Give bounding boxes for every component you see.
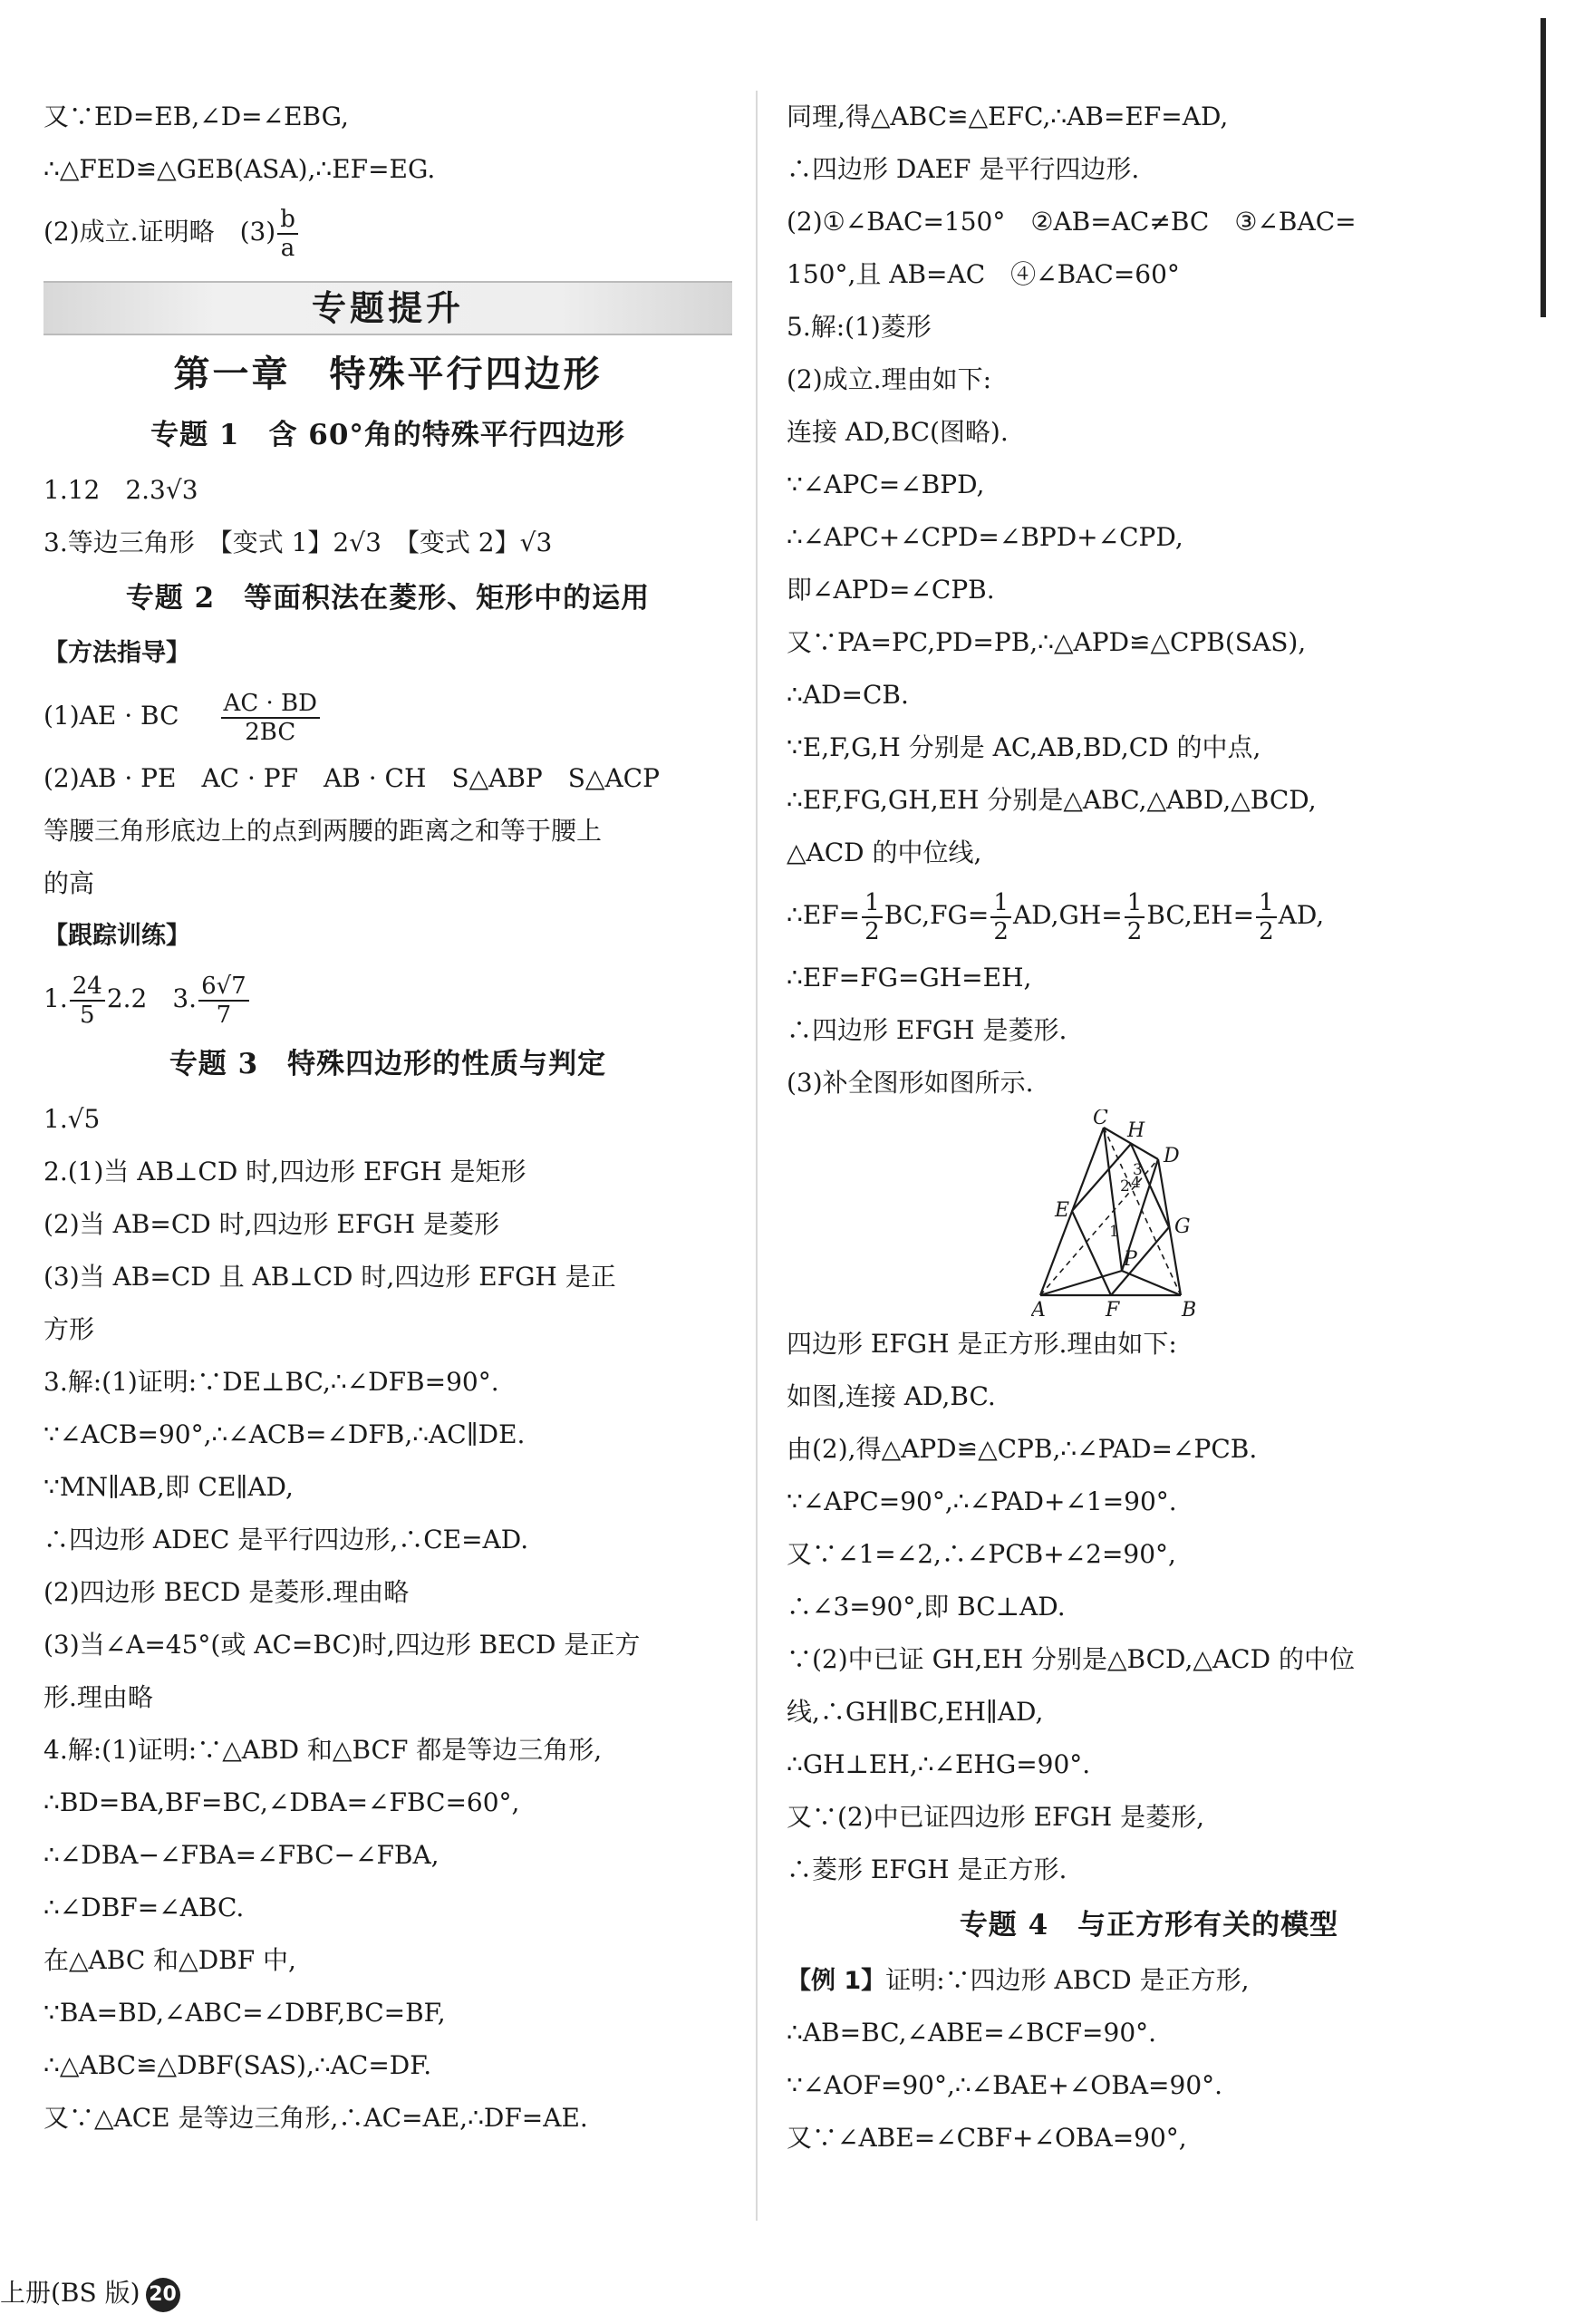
text-line: 又∵(2)中已证四边形 EFGH 是菱形,	[787, 1802, 1205, 1832]
geometry-figure	[787, 1109, 1512, 1318]
text-line: 3.解:(1)证明:∵DE⊥BC,∴∠DFB=90°.	[43, 1367, 499, 1397]
topic-heading: 专题 1 含 60°角的特殊平行四边形	[150, 419, 625, 451]
label-B: B	[1182, 1299, 1197, 1318]
page-footer	[0, 2273, 180, 2312]
text-line: 形.理由略	[43, 1682, 153, 1712]
text-line: ∵(2)中已证 GH,EH 分别是△BCD,△ACD 的中位	[787, 1644, 1355, 1674]
fraction	[221, 690, 320, 746]
text-line: 线,∴GH∥BC,EH∥AD,	[787, 1697, 1044, 1727]
text-line: ∴∠APC+∠CPD=∠BPD+∠CPD,	[787, 522, 1183, 552]
text-line: 又∵△ACE 是等边三角形,∴AC=AE,∴DF=AE.	[43, 2103, 588, 2133]
text-line: ∴四边形 EFGH 是菱形.	[787, 1015, 1067, 1045]
fraction-numerator: 1	[1125, 889, 1145, 918]
segment-FE	[1072, 1211, 1111, 1295]
text-segment: (1)AE · BC	[43, 701, 179, 731]
fraction-half	[990, 889, 1011, 945]
fraction-denominator: 2	[864, 917, 880, 945]
text-line-fraction	[43, 196, 732, 268]
fraction-half	[1256, 889, 1277, 945]
text-line: 1.12 2.3√3	[43, 475, 198, 505]
fraction-denominator: 7	[216, 1001, 232, 1029]
text-line: ∵∠AOF=90°,∴∠BAE+∠OBA=90°.	[787, 2070, 1223, 2100]
text-line: (2)成立.理由如下:	[787, 364, 991, 394]
example-tag: 【例 1】	[787, 1967, 886, 1995]
text-line: ∴GH⊥EH,∴∠EHG=90°.	[787, 1749, 1091, 1779]
text-line: (2)当 AB=CD 时,四边形 EFGH 是菱形	[43, 1209, 499, 1239]
label-P: P	[1124, 1248, 1137, 1271]
fraction-numerator: 6√7	[198, 973, 249, 1002]
column-divider	[756, 91, 758, 2221]
example-line	[787, 1954, 1512, 2007]
text-line: 又∵∠ABE=∠CBF+∠OBA=90°,	[787, 2123, 1187, 2153]
quadrilateral-diagram	[1031, 1109, 1267, 1318]
text-line: 3.等边三角形 【变式 1】2√3 【变式 2】√3	[43, 528, 553, 557]
footer-edition: 上册(BS 版)	[0, 2278, 140, 2308]
text-line: 在△ABC 和△DBF 中,	[43, 1945, 296, 1975]
text-line-fraction	[787, 879, 1512, 952]
text-line: 即∠APD=∠CPB.	[787, 575, 995, 605]
text-line-fraction	[43, 963, 732, 1035]
fraction	[277, 206, 298, 262]
label-E: E	[1055, 1199, 1070, 1222]
fraction-numerator: 1	[1256, 889, 1277, 918]
text-line: ∵MN∥AB,即 CE∥AD,	[43, 1472, 294, 1502]
fraction-numerator: 1	[990, 889, 1011, 918]
label-D: D	[1164, 1145, 1180, 1167]
text-line: (2)AB · PE AC · PF AB · CH S△ABP S△ACP	[43, 763, 660, 793]
text-line: 2.(1)当 AB⊥CD 时,四边形 EFGH 是矩形	[43, 1157, 526, 1186]
label-angle-3: 3	[1133, 1161, 1143, 1179]
text-line: 4.解:(1)证明:∵△ABD 和△BCF 都是等边三角形,	[43, 1735, 603, 1765]
text-line: ∴四边形 DAEF 是平行四边形.	[787, 154, 1140, 184]
text-line: ∴△ABC≌△DBF(SAS),∴AC=DF.	[43, 2050, 432, 2080]
text-line: 由(2),得△APD≌△CPB,∴∠PAD=∠PCB.	[787, 1434, 1258, 1464]
text-line: △ACD 的中位线,	[787, 838, 982, 867]
fraction-denominator: 2	[993, 917, 1009, 945]
text-segment: AD,	[1278, 900, 1325, 930]
fraction-half	[1125, 889, 1145, 945]
topic-heading: 专题 4 与正方形有关的模型	[959, 1909, 1339, 1942]
text-segment: (2)成立.证明略 (3)	[43, 217, 276, 247]
label-H: H	[1127, 1119, 1145, 1142]
text-segment: 证明:∵四边形 ABCD 是正方形,	[885, 1965, 1250, 1995]
text-line: 等腰三角形底边上的点到两腰的距离之和等于腰上	[43, 816, 603, 846]
fraction-numerator: b	[277, 206, 298, 235]
text-line: ∴BD=BA,BF=BC,∠DBA=∠FBC=60°,	[43, 1787, 520, 1817]
text-line: ∴∠DBA−∠FBA=∠FBC−∠FBA,	[43, 1840, 439, 1870]
topic-heading: 专题 3 特殊四边形的性质与判定	[169, 1048, 607, 1080]
text-line: 方形	[43, 1314, 95, 1344]
method-tag: 【方法指导】	[43, 639, 190, 667]
text-line: ∵∠APC=∠BPD,	[787, 470, 985, 499]
topic3-body	[43, 1093, 732, 2145]
topic-heading: 专题 2 等面积法在菱形、矩形中的运用	[125, 582, 651, 615]
text-line: 又∵∠1=∠2,∴∠PCB+∠2=90°,	[787, 1539, 1176, 1569]
fraction-denominator: a	[280, 234, 295, 262]
text-line: (3)当 AB=CD 且 AB⊥CD 时,四边形 EFGH 是正	[43, 1262, 616, 1292]
text-line: (2)①∠BAC=150° ②AB=AC≠BC ③∠BAC=	[787, 207, 1357, 237]
right-column	[787, 91, 1512, 2164]
fraction-denominator: 5	[79, 1001, 95, 1029]
text-line: (3)补全图形如图所示.	[787, 1068, 1034, 1098]
label-A: A	[1031, 1299, 1046, 1318]
text-line: ∴EF,FG,GH,EH 分别是△ABC,△ABD,△BCD,	[787, 785, 1317, 815]
text-line: 又∵ED=EB,∠D=∠EBG,	[43, 102, 349, 131]
page-number: 20	[146, 2278, 180, 2312]
text-line: ∵∠APC=90°,∴∠PAD+∠1=90°.	[787, 1486, 1177, 1516]
text-line: ∴四边形 ADEC 是平行四边形,∴CE=AD.	[43, 1525, 529, 1554]
label-angle-2: 2	[1120, 1177, 1130, 1196]
text-segment: 1.	[43, 983, 68, 1013]
text-line-fraction	[43, 680, 732, 752]
text-line: ∴AB=BC,∠ABE=∠BCF=90°.	[787, 2018, 1157, 2048]
left-column	[43, 91, 732, 2145]
chapter-title: 第一章 特殊平行四边形	[173, 353, 603, 395]
text-segment: 2.2 3.	[106, 983, 198, 1013]
text-line: 同理,得△ABC≌△EFC,∴AB=EF=AD,	[787, 102, 1229, 131]
text-line: ∵E,F,G,H 分别是 AC,AB,BD,CD 的中点,	[787, 732, 1261, 762]
text-line: 150°,且 AB=AC ④∠BAC=60°	[787, 259, 1180, 289]
text-line: 又∵PA=PC,PD=PB,∴△APD≌△CPB(SAS),	[787, 627, 1307, 657]
text-line: 四边形 EFGH 是正方形.理由如下:	[787, 1329, 1177, 1359]
text-line: ∴∠DBF=∠ABC.	[43, 1893, 245, 1922]
text-line: 连接 AD,BC(图略).	[787, 417, 1009, 447]
fraction	[198, 973, 249, 1029]
text-line: ∴EF=FG=GH=EH,	[787, 963, 1032, 993]
text-line: ∴AD=CB.	[787, 680, 909, 710]
text-line: (2)四边形 BECD 是菱形.理由略	[43, 1577, 410, 1607]
fraction-denominator: 2	[1259, 917, 1274, 945]
label-C: C	[1093, 1109, 1108, 1129]
text-segment: BC,FG=	[884, 900, 990, 930]
fraction	[70, 973, 105, 1029]
text-segment: ∴EF=	[787, 900, 861, 930]
text-line: 1.√5	[43, 1104, 101, 1134]
section-banner: 专题提升	[43, 281, 732, 335]
text-line: ∴∠3=90°,即 BC⊥AD.	[787, 1592, 1066, 1622]
text-line: ∴菱形 EFGH 是正方形.	[787, 1854, 1067, 1884]
text-line: ∴△FED≌△GEB(ASA),∴EF=EG.	[43, 154, 436, 184]
segment-CP	[1104, 1128, 1122, 1271]
edge-bar	[1541, 18, 1546, 317]
fraction-denominator: 2	[1126, 917, 1143, 945]
text-segment: BC,EH=	[1146, 900, 1255, 930]
fraction-half	[862, 889, 883, 945]
text-line: 如图,连接 AD,BC.	[787, 1381, 996, 1411]
fraction-numerator: 1	[862, 889, 883, 918]
fraction-numerator: 24	[70, 973, 105, 1002]
text-segment: AD,GH=	[1012, 900, 1123, 930]
label-F: F	[1106, 1299, 1120, 1318]
text-line: 的高	[43, 868, 95, 898]
fraction-denominator: 2BC	[245, 718, 296, 746]
text-line: ∵BA=BD,∠ABC=∠DBF,BC=BF,	[43, 1998, 446, 2028]
tracking-tag: 【跟踪训练】	[43, 922, 190, 950]
label-G: G	[1174, 1215, 1191, 1238]
text-line: 5.解:(1)菱形	[787, 312, 932, 342]
label-angle-4: 4	[1131, 1174, 1141, 1192]
label-angle-1: 1	[1109, 1223, 1119, 1241]
fraction-numerator: AC · BD	[221, 690, 320, 719]
text-line: (3)当∠A=45°(或 AC=BC)时,四边形 BECD 是正方	[43, 1630, 641, 1660]
text-line: ∵∠ACB=90°,∴∠ACB=∠DFB,∴AC∥DE.	[43, 1419, 526, 1449]
